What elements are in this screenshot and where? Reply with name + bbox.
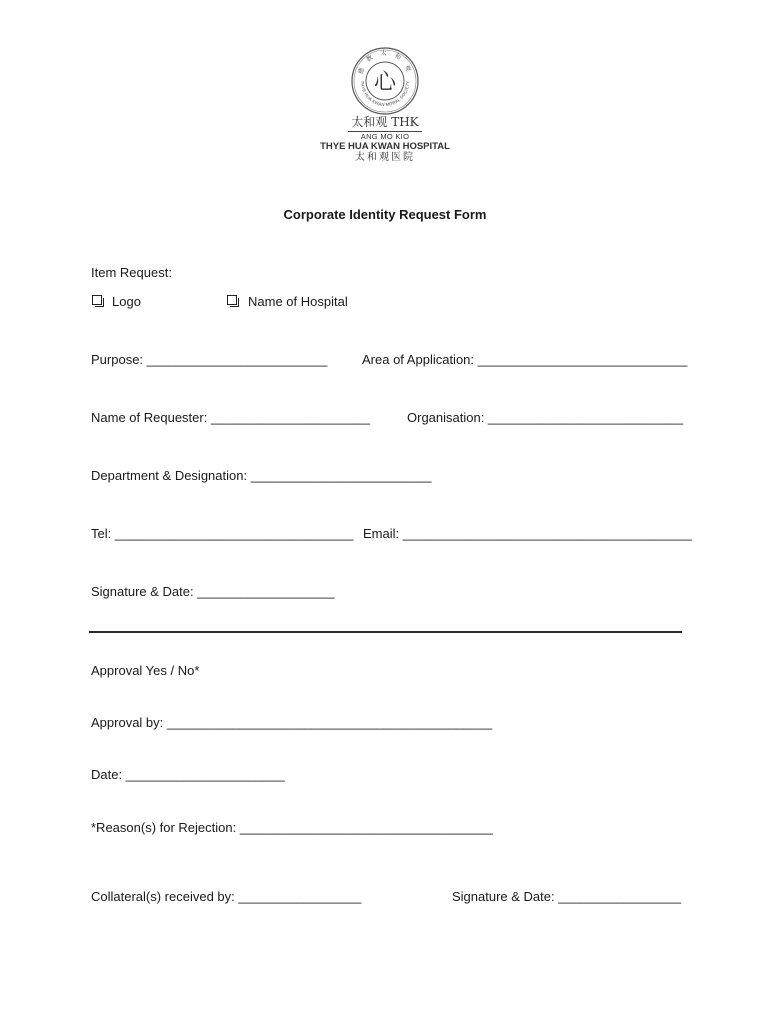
heart-glyph: 心 [373,70,397,95]
reasons-for-rejection-field[interactable]: *Reason(s) for Rejection: ___________________________________ [91,820,493,835]
email-field[interactable]: Email: ________________________________________ [363,526,692,541]
form-title: Corporate Identity Request Form [283,207,487,222]
hospital-logo [318,44,452,168]
approval-yes-no: Approval Yes / No* [91,663,200,678]
section-divider [89,631,682,633]
item-request-label: Item Request: [91,265,172,280]
name-of-requester-field[interactable]: Name of Requester: ______________________ [91,410,371,425]
approval-date-field[interactable]: Date: ______________________ [91,767,285,782]
seal-emblem-icon [350,46,420,116]
approval-by-field[interactable]: Approval by: _____________________________________________ [91,715,493,730]
area-of-application-field[interactable]: Area of Application: _____________________________ [362,352,688,367]
approval-signature-date-field[interactable]: Signature & Date: _________________ [452,889,682,904]
requester-signature-date-field[interactable]: Signature & Date: ___________________ [91,584,335,599]
logo-checkbox[interactable] [92,295,102,305]
purpose-field[interactable]: Purpose: _________________________ [91,352,328,367]
logo-location: ANG MO KIO [360,132,410,141]
logo-hospital-name-chinese: 太和观医院 [355,152,415,163]
seal-glyphs: 德 教 太 和 观 [357,50,413,76]
collateral-received-by-field[interactable]: Collateral(s) received by: _________________ [91,889,362,904]
logo-hospital-name: THYE HUA KWAN HOSPITAL [320,141,450,152]
logo-name-chinese-thk: 太和观 THK [351,115,419,129]
department-designation-field[interactable]: Department & Designation: _________________________ [91,468,432,483]
name-of-hospital-checkbox[interactable] [227,295,237,305]
logo-option-label: Logo [112,294,141,309]
name-of-hospital-option-label: Name of Hospital [248,294,348,309]
seal-text: THYE HUA KWAN MORAL SOCIETY [359,80,411,108]
organisation-field[interactable]: Organisation: ___________________________ [407,410,684,425]
tel-field[interactable]: Tel: _________________________________ [91,526,354,541]
